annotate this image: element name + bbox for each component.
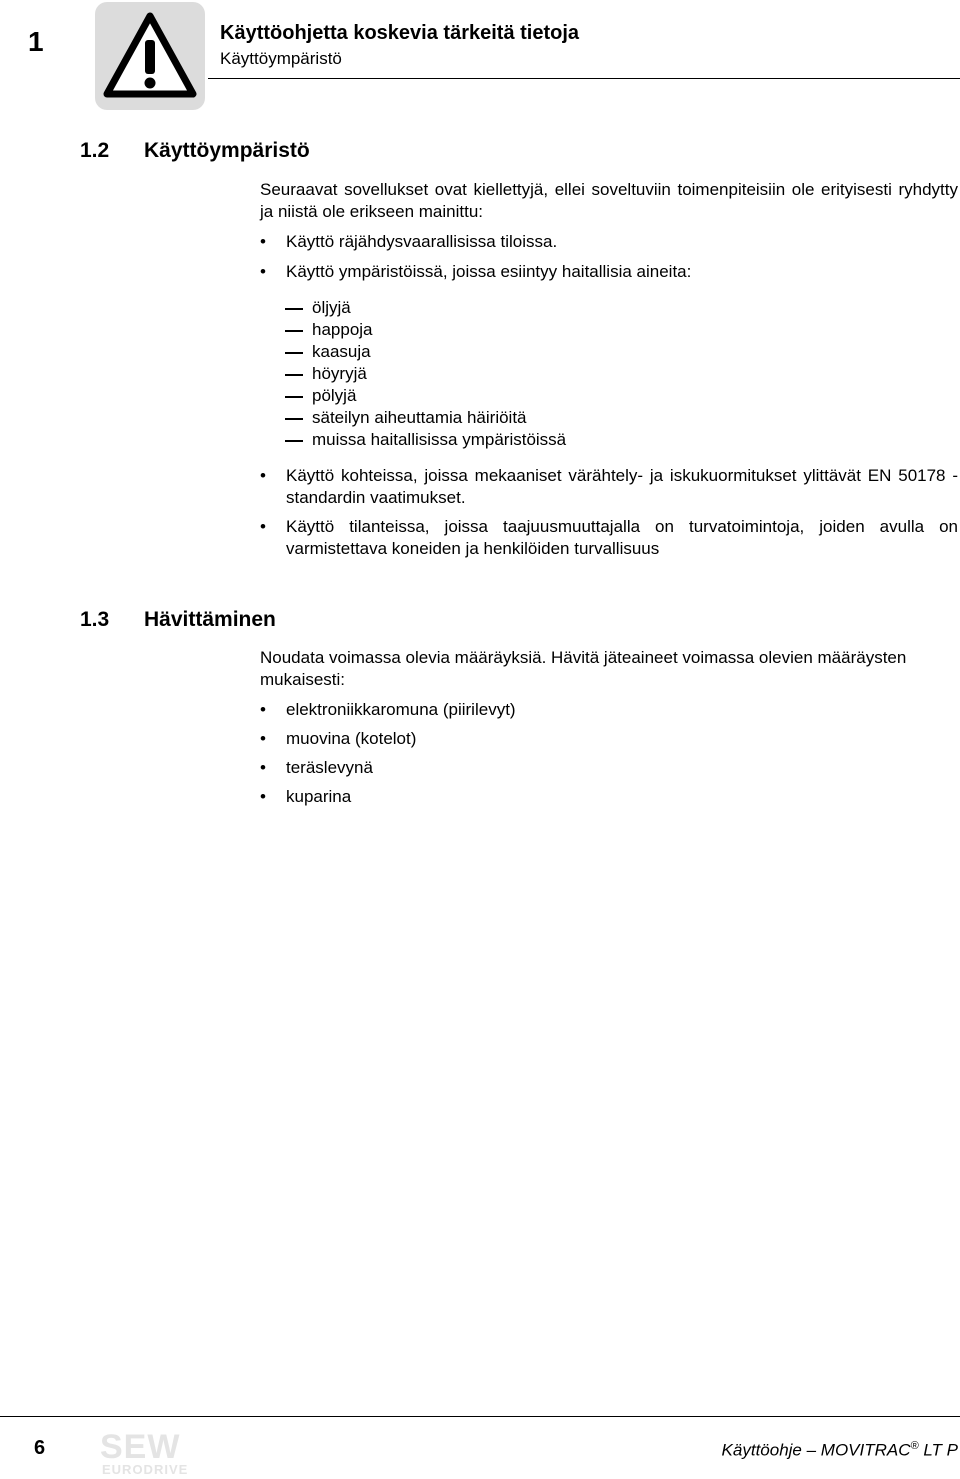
bullet-icon: • [260, 700, 266, 719]
dash-icon [285, 308, 303, 310]
harmful-substances-list [260, 297, 958, 451]
bullet-icon: • [260, 466, 266, 485]
list-item: • kuparina [260, 787, 352, 806]
page-number: 6 [34, 1437, 46, 1459]
chapter-title: Käyttöohjetta koskevia tärkeitä tietoja [220, 22, 580, 44]
bullet-icon: • [260, 262, 266, 281]
section-number: 1.2 [80, 139, 110, 162]
bullet-icon: • [260, 729, 266, 748]
registered-mark: ® [910, 1440, 919, 1452]
section-1-2-body [260, 179, 958, 560]
list-item: • Käyttö kohteissa, joissa mekaaniset värähtely- ja iskukuormitukset ylittävät EN 50178 -standardin vaatimukset. [260, 466, 958, 507]
dash-icon [285, 396, 303, 398]
bullet-icon: • [260, 758, 266, 777]
dash-item: muissa haitallisissa ympäristöissä [260, 429, 958, 451]
list-item: • Käyttö ympäristöissä, joissa esiintyy haitallisia aineita: [260, 262, 692, 281]
footer-divider [0, 1416, 960, 1417]
list-item: • muovina (kotelot) [260, 729, 417, 748]
section-intro: Seuraavat sovellukset ovat kiellettyjä, ellei soveltuviin toimenpiteisiin ole erityisesti ryhdytty ja niistä ole erikseen mainittu: [260, 180, 958, 221]
bullet-icon: • [260, 517, 266, 536]
chapter-subtitle: Käyttöympäristö [220, 49, 342, 68]
dash-icon [285, 418, 303, 420]
section-1-3-body [260, 647, 958, 808]
document-title: Käyttöohje – MOVITRAC® LT P [721, 1440, 958, 1460]
warning-badge [95, 2, 205, 110]
bullet-icon: • [260, 232, 266, 251]
sew-eurodrive-logo [100, 1428, 206, 1478]
dash-icon [285, 330, 303, 332]
prohibited-uses-list [260, 231, 958, 283]
dash-icon [285, 374, 303, 376]
section-title: Hävittäminen [144, 608, 276, 631]
chapter-number: 1 [28, 26, 44, 57]
bullet-icon: • [260, 787, 266, 806]
logo-top-text: SEW [100, 1428, 181, 1466]
warning-triangle-icon [103, 12, 197, 98]
section-heading-1-2 [80, 139, 310, 163]
dash-item: kaasuja [260, 341, 958, 363]
section-intro: Noudata voimassa olevia määräyksiä. Hävitä jäteaineet voimassa olevien määräysten mukaisesti: [260, 648, 907, 689]
dash-icon [285, 352, 303, 354]
dash-item: öljyjä [260, 297, 958, 319]
list-item: • Käyttö tilanteissa, joissa taajuusmuuttajalla on turvatoimintoja, joiden avulla on varmistettava koneiden ja henkilöiden turvallisuus [260, 517, 958, 558]
section-heading-1-3 [80, 608, 276, 632]
dash-item: säteilyn aiheuttamia häiriöitä [260, 407, 958, 429]
logo-bottom-text: EURODRIVE [102, 1462, 189, 1477]
dash-item: höyryjä [260, 363, 958, 385]
dash-icon [285, 440, 303, 442]
list-item: • elektroniikkaromuna (piirilevyt) [260, 700, 516, 719]
disposal-list [260, 699, 958, 808]
section-title: Käyttöympäristö [144, 139, 310, 162]
dash-item: pölyjä [260, 385, 958, 407]
dash-item: happoja [260, 319, 958, 341]
list-item: • Käyttö räjähdysvaarallisissa tiloissa. [260, 232, 558, 251]
prohibited-uses-list-continued [260, 465, 958, 560]
section-number: 1.3 [80, 608, 110, 631]
header-divider [208, 78, 960, 79]
list-item: • teräslevynä [260, 758, 373, 777]
